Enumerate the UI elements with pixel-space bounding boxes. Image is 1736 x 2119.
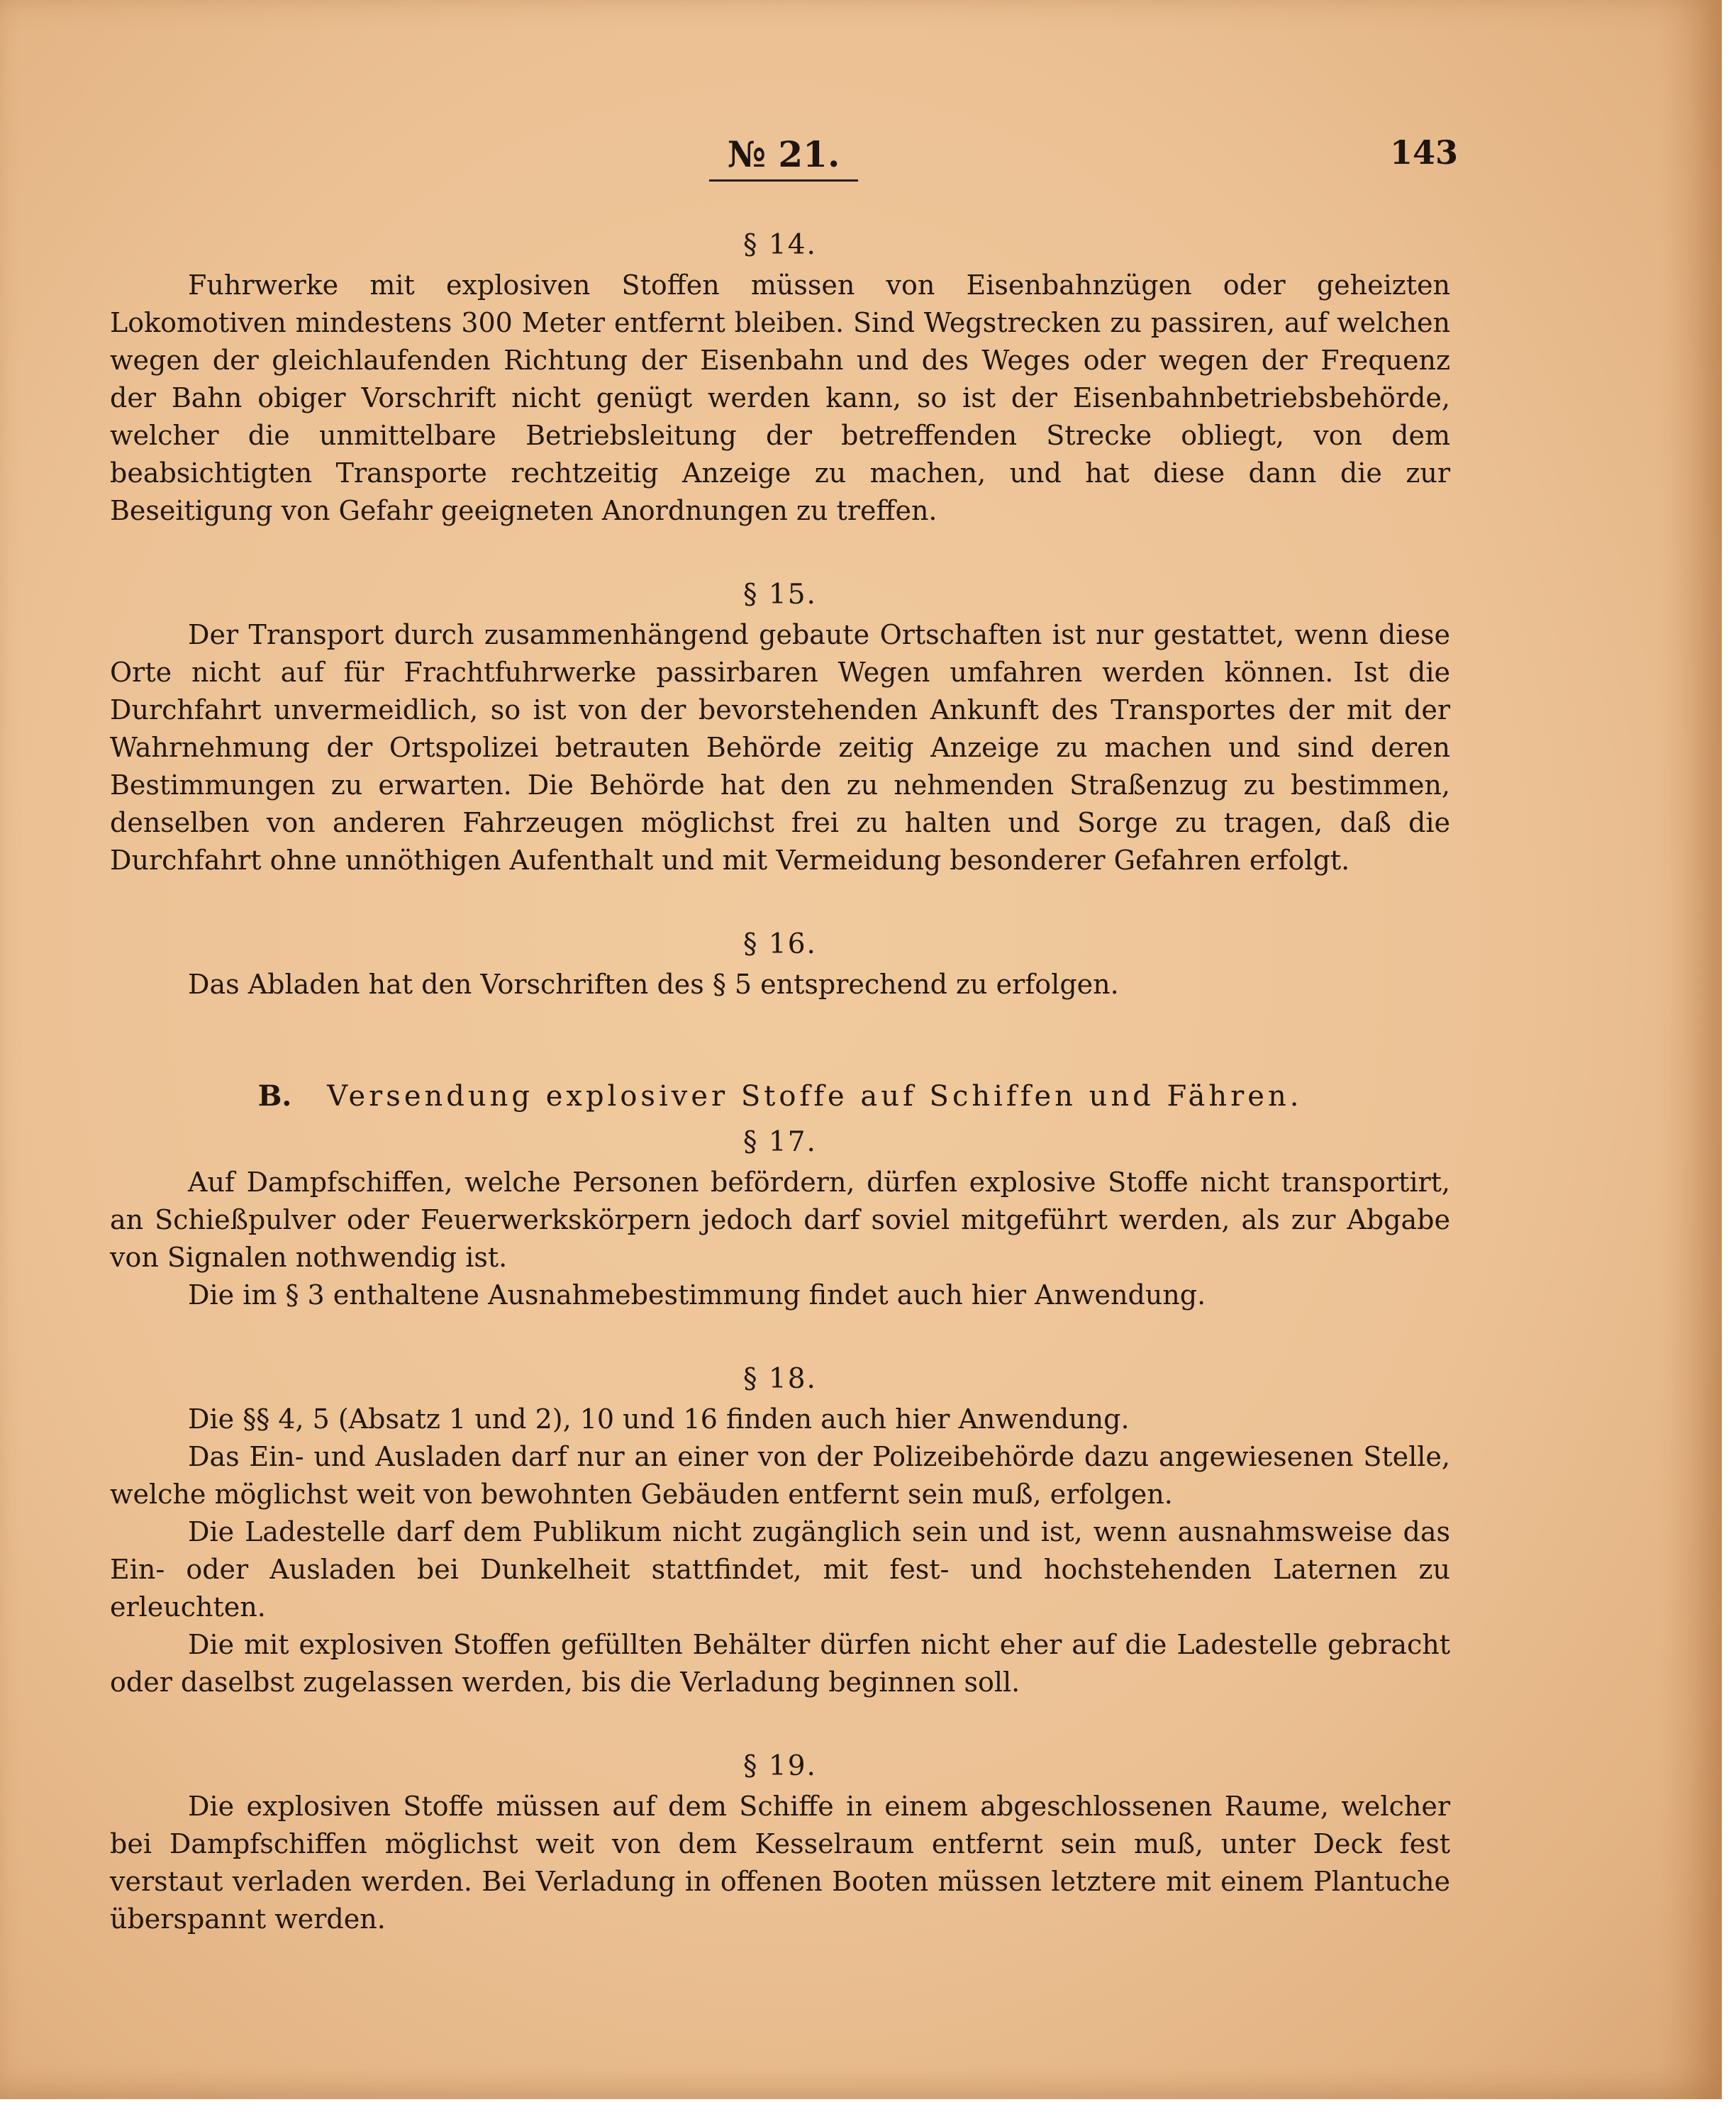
section-15-paragraph: Der Transport durch zusammenhängend gebaute Ortschaften ist nur gestattet, wenn diese Orte nicht auf für Frachtfuhrwerke passirbaren Wegen umfahren werden können. Ist die Durchfahrt unvermeidlich, so ist von der bevorstehenden Ankunft des Transportes der mit der Wahrnehmung der Ortspolizei betrauten Behörde zeitig Anzeige zu machen und sind deren Bestimmungen zu erwarten. Die Behörde hat den zu nehmenden Straßenzug zu bestimmen, denselben von anderen Fahrzeugen möglichst frei zu halten und Sorge zu tragen, daß die Durchfahrt ohne unnöthigen Aufenthalt und mit Vermeidung besonderer Gefahren erfolgt. bbox=[110, 619, 1450, 876]
page-number: 143 bbox=[1390, 133, 1459, 172]
issue-number: № 21. bbox=[709, 133, 858, 182]
section-14-paragraph: Fuhrwerke mit explosiven Stoffen müssen von Eisenbahnzügen oder geheizten Lokomotiven mindestens 300 Meter entfernt bleiben. Sind Wegstrecken zu passiren, auf welchen wegen der gleichlaufenden Richtung der Eisenbahn und des Weges oder wegen der Frequenz der Bahn obiger Vorschrift nicht genügt werden kann, so ist der Eisenbahnbetriebsbehörde, welcher die unmittelbare Betriebsleitung der betreffenden Strecke obliegt, von dem beabsichtigten Transporte rechtzeitig Anzeige zu machen, und hat diese dann die zur Beseitigung von Gefahr geeigneten Anordnungen zu treffen. bbox=[110, 269, 1450, 526]
section-18-title: § 18. bbox=[743, 1363, 817, 1395]
section-17-title: § 17. bbox=[743, 1126, 817, 1158]
section-15-title: § 15. bbox=[743, 579, 817, 611]
section-18-paragraph: Die §§ 4, 5 (Absatz 1 und 2), 10 und 16 finden auch hier Anwendung. bbox=[188, 1403, 1130, 1435]
part-b-heading bbox=[110, 1072, 1450, 1121]
part-b-letter: B. bbox=[257, 1079, 292, 1113]
section-18-paragraph: Die mit explosiven Stoffen gefüllten Behälter dürfen nicht eher auf die Ladestelle gebracht oder daselbst zugelassen werden, bis die Verladung beginnen soll. bbox=[110, 1629, 1450, 1698]
section-16-paragraph: Das Abladen hat den Vorschriften des § 5 entsprechend zu erfolgen. bbox=[188, 969, 1119, 1000]
section-19-title: § 19. bbox=[743, 1750, 817, 1782]
page-header bbox=[0, 133, 1722, 197]
section-14-title: § 14. bbox=[743, 229, 817, 261]
section-18-paragraph: Das Ein- und Ausladen darf nur an einer von der Polizeibehörde dazu angewiesenen Stelle, welche möglichst weit von bewohnten Gebäuden entfernt sein muß, erfolgen. bbox=[110, 1441, 1450, 1510]
part-b-title: Versendung explosiver Stoffe auf Schiffen und Fähren. bbox=[327, 1080, 1303, 1113]
section-17-paragraph: Die im § 3 enthaltene Ausnahmebestimmung findet auch hier Anwendung. bbox=[188, 1279, 1206, 1311]
section-16-title: § 16. bbox=[743, 928, 817, 960]
section-19-paragraph: Die explosiven Stoffe müssen auf dem Schiffe in einem abgeschlossenen Raume, welcher bei Dampfschiffen möglichst weit von dem Kesselraum entfernt sein muß, unter Deck fest verstaut verladen werden. Bei Verladung in offenen Booten müssen letztere mit einem Plantuche überspannt werden. bbox=[110, 1791, 1450, 1935]
document-body bbox=[110, 224, 1450, 1938]
section-17-paragraph: Auf Dampfschiffen, welche Personen befördern, dürfen explosive Stoffe nicht transportirt, an Schießpulver oder Feuerwerkskörpern jedoch darf soviel mitgeführt werden, als zur Abgabe von Signalen nothwendig ist. bbox=[110, 1167, 1450, 1273]
section-18-paragraph: Die Ladestelle darf dem Publikum nicht zugänglich sein und ist, wenn ausnahmsweise das Ein- oder Ausladen bei Dunkelheit stattfindet, mit fest- und hochstehenden Laternen zu erleuchten. bbox=[110, 1516, 1450, 1623]
